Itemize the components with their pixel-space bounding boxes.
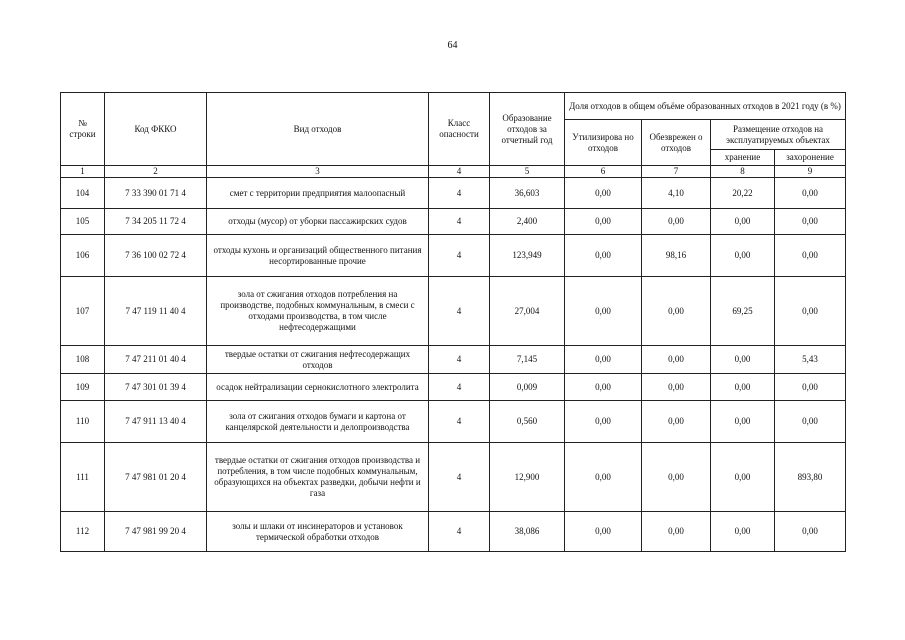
- cell-fkko-code: 7 33 390 01 71 4: [105, 178, 207, 209]
- cell-utilized: 0,00: [565, 235, 642, 277]
- cell-fkko-code: 7 47 981 01 20 4: [105, 443, 207, 512]
- cell-row-no: 109: [61, 374, 105, 401]
- cell-waste-type: зола от сжигания отходов бумаги и картона от канцелярской деятельности и делопроизводства: [207, 401, 429, 443]
- header-neutralized: Обезврежен о отходов: [642, 120, 711, 166]
- waste-table: [60, 92, 846, 552]
- cell-fkko-code: 7 47 911 13 40 4: [105, 401, 207, 443]
- cell-hazard-class: 4: [429, 374, 490, 401]
- cell-utilized: 0,00: [565, 178, 642, 209]
- cell-waste-type: отходы (мусор) от уборки пассажирских судов: [207, 209, 429, 235]
- cell-storage: 20,22: [711, 178, 775, 209]
- cell-storage: 0,00: [711, 512, 775, 552]
- column-number: 7: [642, 166, 711, 178]
- cell-burial: 0,00: [775, 178, 846, 209]
- cell-neutralized: 0,00: [642, 374, 711, 401]
- cell-fkko-code: 7 47 981 99 20 4: [105, 512, 207, 552]
- cell-neutralized: 0,00: [642, 512, 711, 552]
- cell-neutralized: 0,00: [642, 346, 711, 374]
- cell-generated: 12,900: [490, 443, 565, 512]
- cell-fkko-code: 7 36 100 02 72 4: [105, 235, 207, 277]
- table-row: [61, 209, 846, 235]
- cell-burial: 0,00: [775, 277, 846, 346]
- cell-hazard-class: 4: [429, 346, 490, 374]
- header-generated: Образование отходов за отчетный год: [490, 93, 565, 166]
- cell-waste-type: твердые остатки от сжигания отходов производства и потребления, в том числе подобных коммунальным, образующихся на объектах разведки, добычи нефти и газа: [207, 443, 429, 512]
- cell-row-no: 110: [61, 401, 105, 443]
- cell-hazard-class: 4: [429, 277, 490, 346]
- cell-generated: 0,009: [490, 374, 565, 401]
- cell-utilized: 0,00: [565, 401, 642, 443]
- cell-generated: 7,145: [490, 346, 565, 374]
- cell-waste-type: золы и шлаки от инсинераторов и установок термической обработки отходов: [207, 512, 429, 552]
- header-row-no: № строки: [61, 93, 105, 166]
- cell-generated: 36,603: [490, 178, 565, 209]
- header-hazard-class: Класс опасности: [429, 93, 490, 166]
- cell-neutralized: 0,00: [642, 209, 711, 235]
- cell-burial: 0,00: [775, 401, 846, 443]
- table-body: [61, 178, 846, 552]
- column-number: 4: [429, 166, 490, 178]
- cell-fkko-code: 7 47 119 11 40 4: [105, 277, 207, 346]
- table-row: [61, 235, 846, 277]
- header-share-group: Доля отходов в общем объёме образованных отходов в 2021 году (в %): [565, 93, 846, 120]
- table-row: [61, 443, 846, 512]
- cell-waste-type: смет с территории предприятия малоопасный: [207, 178, 429, 209]
- cell-storage: 0,00: [711, 235, 775, 277]
- cell-storage: 0,00: [711, 346, 775, 374]
- cell-utilized: 0,00: [565, 346, 642, 374]
- cell-storage: 0,00: [711, 209, 775, 235]
- cell-burial: 0,00: [775, 235, 846, 277]
- cell-neutralized: 0,00: [642, 277, 711, 346]
- cell-row-no: 105: [61, 209, 105, 235]
- cell-burial: 5,43: [775, 346, 846, 374]
- header-fkko-code: Код ФККО: [105, 93, 207, 166]
- cell-hazard-class: 4: [429, 235, 490, 277]
- cell-hazard-class: 4: [429, 401, 490, 443]
- table-row: [61, 374, 846, 401]
- cell-hazard-class: 4: [429, 178, 490, 209]
- page-number: 64: [447, 40, 458, 51]
- cell-row-no: 112: [61, 512, 105, 552]
- cell-row-no: 108: [61, 346, 105, 374]
- cell-fkko-code: 7 47 211 01 40 4: [105, 346, 207, 374]
- cell-neutralized: 4,10: [642, 178, 711, 209]
- cell-neutralized: 0,00: [642, 401, 711, 443]
- cell-storage: 69,25: [711, 277, 775, 346]
- cell-row-no: 104: [61, 178, 105, 209]
- table-row: [61, 512, 846, 552]
- cell-storage: 0,00: [711, 401, 775, 443]
- header-burial: захоронение: [775, 150, 846, 166]
- cell-utilized: 0,00: [565, 443, 642, 512]
- cell-utilized: 0,00: [565, 209, 642, 235]
- column-number: 9: [775, 166, 846, 178]
- cell-row-no: 106: [61, 235, 105, 277]
- cell-burial: 0,00: [775, 374, 846, 401]
- cell-generated: 123,949: [490, 235, 565, 277]
- column-number-row: [61, 166, 846, 178]
- cell-waste-type: отходы кухонь и организаций общественного питания несортированные прочие: [207, 235, 429, 277]
- cell-generated: 38,086: [490, 512, 565, 552]
- cell-generated: 0,560: [490, 401, 565, 443]
- column-number: 6: [565, 166, 642, 178]
- column-number: 5: [490, 166, 565, 178]
- column-number: 8: [711, 166, 775, 178]
- cell-waste-type: осадок нейтрализации сернокислотного электролита: [207, 374, 429, 401]
- table-row: [61, 401, 846, 443]
- cell-burial: 893,80: [775, 443, 846, 512]
- cell-hazard-class: 4: [429, 512, 490, 552]
- header-waste-type: Вид отходов: [207, 93, 429, 166]
- column-number: 3: [207, 166, 429, 178]
- cell-burial: 0,00: [775, 209, 846, 235]
- cell-hazard-class: 4: [429, 443, 490, 512]
- cell-fkko-code: 7 34 205 11 72 4: [105, 209, 207, 235]
- cell-utilized: 0,00: [565, 277, 642, 346]
- cell-storage: 0,00: [711, 374, 775, 401]
- cell-storage: 0,00: [711, 443, 775, 512]
- header-storage: хранение: [711, 150, 775, 166]
- cell-waste-type: зола от сжигания отходов потребления на производстве, подобных коммунальным, в смеси с отходами производства, в том числе нефтесодержащими: [207, 277, 429, 346]
- cell-hazard-class: 4: [429, 209, 490, 235]
- header-utilized: Утилизирова но отходов: [565, 120, 642, 166]
- cell-neutralized: 0,00: [642, 443, 711, 512]
- table-row: [61, 346, 846, 374]
- cell-fkko-code: 7 47 301 01 39 4: [105, 374, 207, 401]
- cell-generated: 27,004: [490, 277, 565, 346]
- cell-row-no: 107: [61, 277, 105, 346]
- cell-row-no: 111: [61, 443, 105, 512]
- table-row: [61, 277, 846, 346]
- column-number: 2: [105, 166, 207, 178]
- cell-burial: 0,00: [775, 512, 846, 552]
- cell-utilized: 0,00: [565, 374, 642, 401]
- cell-utilized: 0,00: [565, 512, 642, 552]
- table-row: [61, 178, 846, 209]
- cell-generated: 2,400: [490, 209, 565, 235]
- header-placement-group: Размещение отходов на эксплуатируемых объектах: [711, 120, 846, 150]
- cell-waste-type: твердые остатки от сжигания нефтесодержащих отходов: [207, 346, 429, 374]
- cell-neutralized: 98,16: [642, 235, 711, 277]
- column-number: 1: [61, 166, 105, 178]
